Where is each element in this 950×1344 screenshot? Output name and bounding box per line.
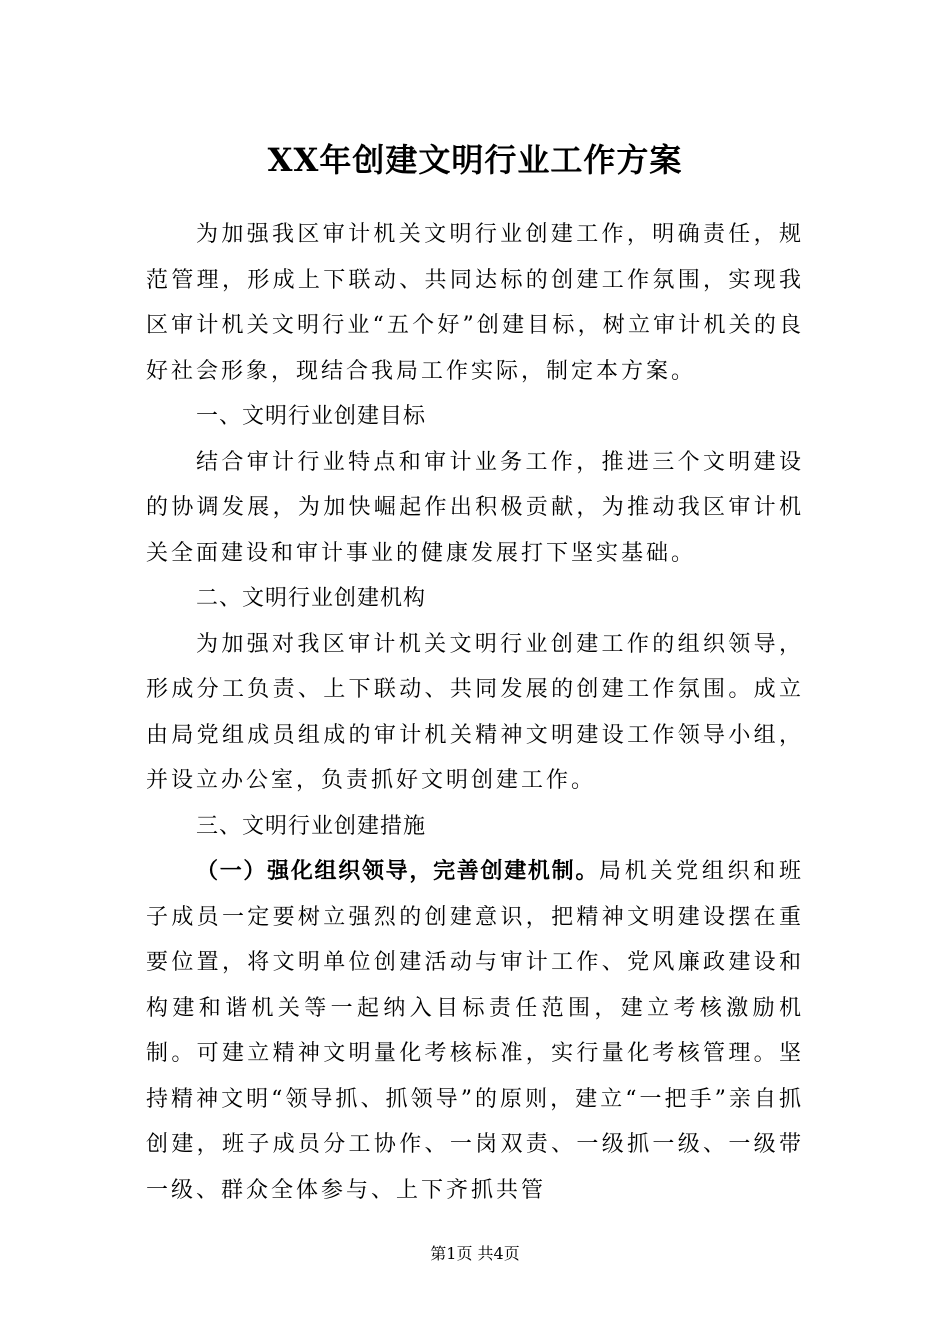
measure-1-body: 局机关党组织和班子成员一定要树立强烈的创建意识，把精神文明建设摆在重要位置，将文明单位创建活动与审计工作、党风廉政建设和构建和谐机关等一起纳入目标责任范围，建立考核激励机制。可建立精神文明量化考核标准，实行量化考核管理。坚持精神文明“领导抓、抓领导”的原则，建立“一把手”亲自抓创建，班子成员分工协作、一岗双责、一级抓一级、一级带一级、群众全体参与、上下齐抓共管 (146, 859, 804, 1203)
measure-1-lead: （一）强化组织领导，完善创建机制。 (196, 859, 600, 884)
intro-paragraph: 为加强我区审计机关文明行业创建工作，明确责任，规范管理，形成上下联动、共同达标的创建工作氛围，实现我区审计机关文明行业“五个好”创建目标，树立审计机关的良好社会形象，现结合我局工作实际，制定本方案。 (146, 222, 804, 384)
section-body-organization: 为加强对我区审计机关文明行业创建工作的组织领导，形成分工负责、上下联动、共同发展的创建工作氛围。成立由局党组成员组成的审计机关精神文明建设工作领导小组，并设立办公室，负责抓好文明创建工作。 (146, 631, 804, 793)
page-footer: 第1页 共4页 (430, 1244, 520, 1263)
section-body-goals: 结合审计行业特点和审计业务工作，推进三个文明建设的协调发展，为加快崛起作出积极贡献，为推动我区审计机关全面建设和审计事业的健康发展打下坚实基础。 (146, 449, 804, 566)
section-heading-goals: 一、文明行业创建目标 (196, 404, 427, 429)
section-heading-measures: 三、文明行业创建措施 (196, 813, 427, 839)
document-title: XX年创建文明行业工作方案 (267, 141, 683, 179)
section-heading-organization: 二、文明行业创建机构 (196, 586, 427, 611)
measure-paragraph-1 (146, 849, 804, 1213)
